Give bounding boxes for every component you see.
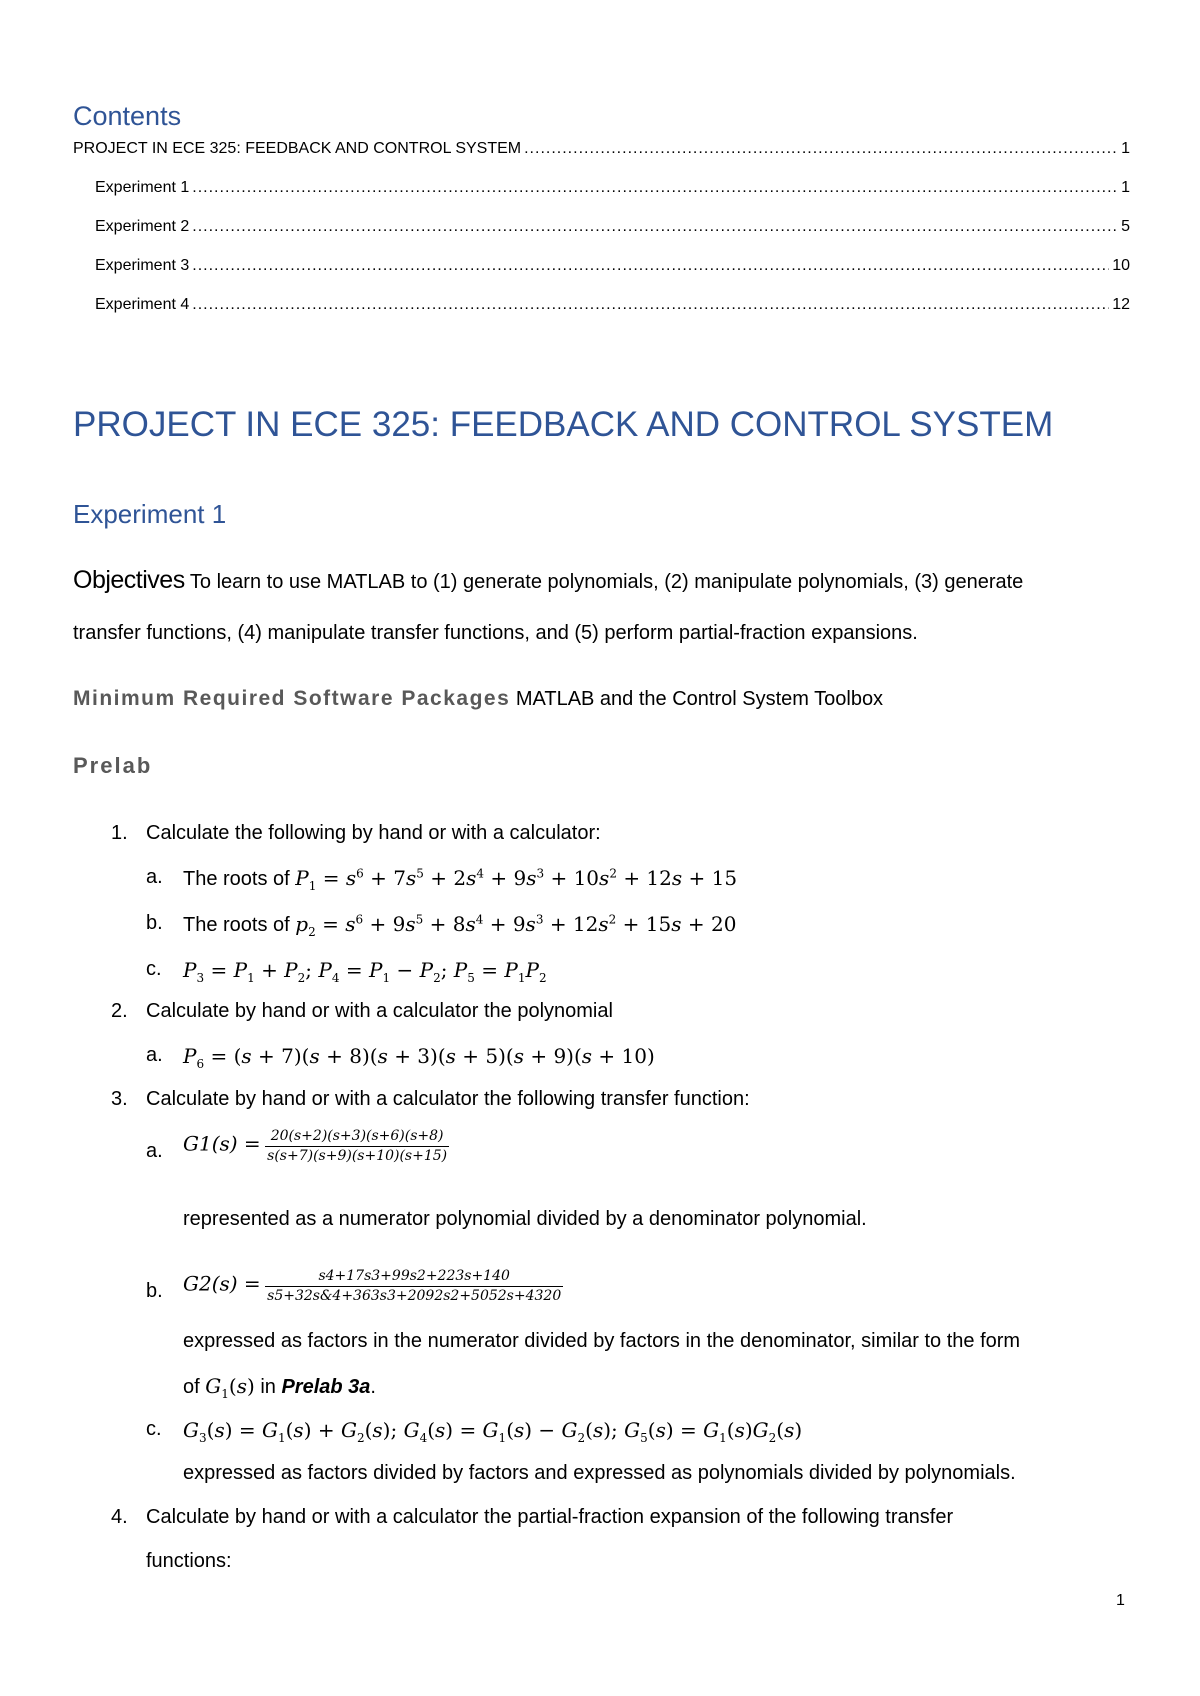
toc-entry[interactable] (95, 218, 1130, 242)
objectives-label: Objectives (73, 566, 185, 594)
toc-entry-label: Experiment 1 (95, 179, 190, 196)
q3a-fraction (265, 1127, 449, 1166)
software-line (73, 687, 883, 711)
q2-number: 2. (111, 1000, 128, 1022)
toc-entry-label: Experiment 2 (95, 218, 190, 235)
q3b-lhs: G2(s) = (183, 1271, 261, 1296)
toc-leader-dots (524, 140, 1118, 158)
q3a-numerator: 20(s+2)(s+3)(s+6)(s+8) (265, 1127, 449, 1147)
q3c-note: expressed as factors divided by factors and expressed as polynomials divided by polynomials. (183, 1462, 1016, 1484)
q1a-letter: a. (146, 866, 163, 888)
toc-entry-page: 10 (1112, 257, 1130, 274)
q3b-note-2 (183, 1374, 376, 1401)
q1b-line (183, 912, 736, 939)
q3b-note-g1: $G_1(s)$ (205, 1374, 255, 1401)
q3a-letter: a. (146, 1140, 163, 1162)
toc-entry[interactable] (73, 140, 1130, 164)
q3b-note-of: of (183, 1376, 200, 1398)
toc-entry-label: PROJECT IN ECE 325: FEEDBACK AND CONTROL SYSTEM (73, 140, 522, 157)
q1b-text: The roots of (183, 914, 290, 936)
toc-entry-page: 1 (1121, 179, 1130, 196)
q3a-denominator: s(s+7)(s+9)(s+10)(s+15) (267, 1148, 448, 1164)
q3c-equation: $G_3(s) = G_1(s) + G_2(s)$; $G_4(s) = G_1(s) - G_2(s)$; $G_5(s) = G_1(s)G_2(s)$ (183, 1418, 803, 1445)
q4-number: 4. (111, 1506, 128, 1528)
q2-text: Calculate by hand or with a calculator the polynomial (146, 1000, 613, 1022)
toc-leader-dots (192, 218, 1118, 236)
toc-entry-page: 5 (1121, 218, 1130, 235)
toc-entry[interactable] (95, 257, 1130, 281)
q1c-equation: $P_3 = P_1 + P_2$; $P_4 = P_1 - P_2$; $P_5 = P_1P_2$ (183, 958, 547, 985)
q1a-text: The roots of (183, 868, 290, 890)
q3a-equation (183, 1127, 449, 1166)
objectives-text-1: To learn to use MATLAB to (1) generate polynomials, (2) manipulate polynomials, (3) generate (189, 571, 1024, 593)
software-text: MATLAB and the Control System Toolbox (515, 688, 884, 710)
objectives-text-2: transfer functions, (4) manipulate transfer functions, and (5) perform partial-fraction expansions. (73, 622, 918, 644)
toc-entry-page: 1 (1121, 140, 1130, 157)
q1-text: Calculate the following by hand or with a calculator: (146, 822, 601, 844)
q4-text-1: Calculate by hand or with a calculator the partial-fraction expansion of the following transfer (146, 1506, 954, 1528)
q3b-note-1: expressed as factors in the numerator divided by factors in the denominator, similar to the form (183, 1330, 1021, 1352)
toc-leader-dots (192, 257, 1109, 275)
objectives-line-1 (73, 566, 1023, 595)
q3b-numerator: s4+17s3+99s2+223s+140 (265, 1267, 563, 1287)
toc-entry-page: 12 (1112, 296, 1130, 313)
toc-entry[interactable] (95, 296, 1130, 320)
document-title: PROJECT IN ECE 325: FEEDBACK AND CONTROL SYSTEM (73, 405, 1054, 444)
q3b-note-ref: Prelab 3a (281, 1376, 371, 1398)
q3-text: Calculate by hand or with a calculator the following transfer function: (146, 1088, 750, 1110)
q4-text-2: functions: (146, 1550, 232, 1572)
q1c-letter: c. (146, 958, 162, 980)
q3b-note-in: in (260, 1376, 276, 1398)
q1a-line (183, 866, 737, 893)
q3-number: 3. (111, 1088, 128, 1110)
q3b-fraction (265, 1267, 563, 1306)
q1b-letter: b. (146, 912, 163, 934)
q2a-letter: a. (146, 1044, 163, 1066)
q3b-note-period: . (370, 1376, 376, 1398)
q3b-equation (183, 1267, 563, 1306)
toc-entry-label: Experiment 3 (95, 257, 190, 274)
toc-entry-label: Experiment 4 (95, 296, 190, 313)
q3a-lhs: G1(s) = (183, 1131, 261, 1156)
q3c-letter: c. (146, 1418, 162, 1440)
q3a-note: represented as a numerator polynomial divided by a denominator polynomial. (183, 1208, 867, 1230)
q3b-letter: b. (146, 1280, 163, 1302)
toc-heading: Contents (73, 101, 182, 131)
toc-entry[interactable] (95, 179, 1130, 203)
toc-leader-dots (192, 179, 1118, 197)
software-label: Minimum Required Software Packages (73, 687, 511, 710)
page-number: 1 (1116, 1592, 1125, 1609)
q2a-equation: $P_6 = (s + 7)(s + 8)(s + 3)(s + 5)(s + 9)(s + 10)$ (183, 1044, 655, 1071)
toc-leader-dots (192, 296, 1109, 314)
prelab-heading: Prelab (73, 753, 153, 778)
q3b-denominator: s5+32s&4+363s3+2092s2+5052s+4320 (267, 1288, 562, 1304)
q1a-equation: $P_1 = s^6 + 7s^5 + 2s^4 + 9s^3 + 10s^2 + 12s + 15$ (295, 866, 738, 893)
q1-number: 1. (111, 822, 128, 844)
q1b-equation: $p_2 = s^6 + 9s^5 + 8s^4 + 9s^3 + 12s^2 + 15s + 20$ (295, 912, 737, 939)
experiment-heading: Experiment 1 (73, 499, 227, 529)
